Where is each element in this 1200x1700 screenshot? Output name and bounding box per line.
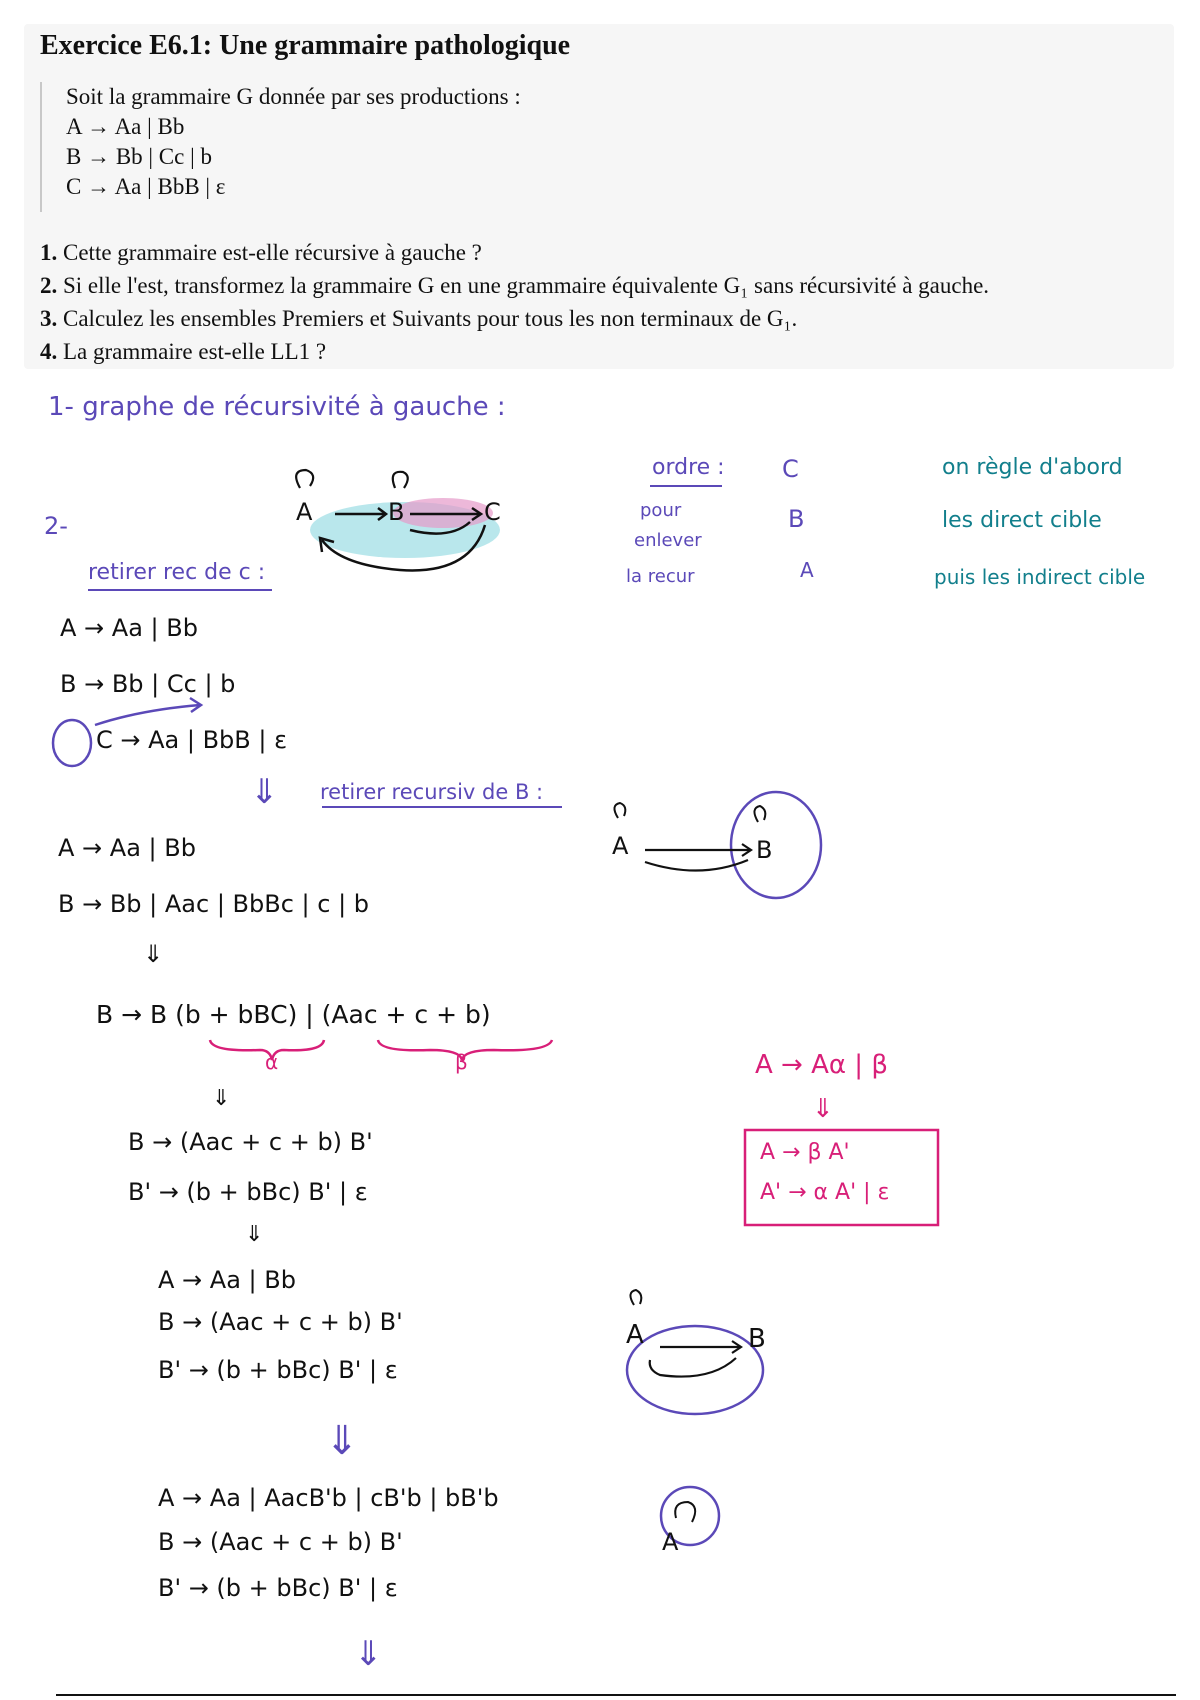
step6-line-b: B → (Aac + c + b) B' (158, 1528, 403, 1556)
down-arrow-icon: ⇓ (325, 1418, 359, 1464)
down-arrow-icon: ⇓ (250, 772, 279, 812)
self-loop-b (393, 472, 408, 488)
step5-line-bprime: B' → (b + bBc) B' | ε (158, 1356, 398, 1384)
step1-line-c: C → Aa | BbB | ε (96, 726, 288, 754)
step1-line-a: A → Aa | Bb (60, 614, 198, 642)
step5-line-a: A → Aa | Bb (158, 1266, 296, 1294)
question-text: Si elle l'est, transformez la grammaire G en une grammaire équivalente G₁ sans récursivité à gauche. (63, 273, 990, 298)
self-loop-b (754, 806, 765, 822)
graph2-node-b: B (756, 836, 773, 864)
beta-label: β (455, 1050, 468, 1074)
step2-line-b: B → Bb | Aac | BbBc | c | b (58, 890, 370, 918)
graph-node-c: C (484, 498, 501, 526)
step6-line-a: A → Aa | AacB'b | cB'b | bB'b (158, 1484, 499, 1512)
step3-line: B → B (b + bBC) | (Aac + c + b) (96, 1000, 491, 1029)
ordre-label: ordre : (652, 455, 725, 480)
step2-line-a: A → Aa | Bb (58, 834, 196, 862)
production-a: A → Aa | Bb (66, 114, 185, 139)
note-heading-1: 1- graphe de récursivité à gauche : (48, 392, 506, 422)
alpha-label: α (265, 1050, 279, 1074)
grammar-intro: Soit la grammaire G donnée par ses productions : (66, 84, 521, 109)
graph3-node-a: A (626, 1320, 644, 1350)
down-arrow-icon: ⇓ (245, 1222, 264, 1247)
self-loop-a (296, 470, 313, 488)
recur-label: la recur (626, 566, 695, 587)
question-number: 1. (40, 240, 58, 265)
graph-node-b: B (388, 498, 405, 526)
regle-line-1: on règle d'abord (942, 455, 1123, 480)
step1-line-b: B → Bb | Cc | b (60, 670, 236, 698)
enlever-label: enlever (634, 530, 702, 551)
question-number: 4. (40, 339, 58, 364)
step5-line-b: B → (Aac + c + b) B' (158, 1308, 403, 1336)
self-loop-a (614, 803, 625, 818)
production-b: B → Bb | Cc | b (66, 144, 212, 169)
down-arrow-icon: ⇓ (143, 940, 164, 968)
production-c: C → Aa | BbB | ε (66, 174, 226, 199)
retirer-b-label: retirer recursiv de B : (320, 780, 544, 804)
question-text: Calculez les ensembles Premiers et Suivants pour tous les non terminaux de G₁. (63, 306, 798, 331)
rule-head: A → Aα | β (755, 1050, 888, 1080)
step4-line-bprime: B' → (b + bBc) B' | ε (128, 1178, 368, 1206)
graph4-node-a: A (662, 1528, 679, 1556)
question-number: 2. (40, 273, 58, 298)
graph-node-a: A (296, 498, 313, 526)
retirer-c-label: retirer rec de c : (88, 560, 266, 585)
exercise-title: Exercice E6.1: Une grammaire pathologique (40, 30, 571, 61)
rule-box-line-2: A' → α A' | ε (760, 1180, 890, 1205)
note-heading-2: 2- (44, 512, 68, 540)
down-arrow-icon: ⇓ (354, 1634, 383, 1674)
self-loop-a (675, 1502, 695, 1522)
edge-b-to-a (650, 1358, 736, 1377)
c-circle (53, 720, 91, 766)
self-loop-a (630, 1290, 641, 1305)
question-text: La grammaire est-elle LL1 ? (63, 339, 327, 364)
step4-line-b: B → (Aac + c + b) B' (128, 1128, 373, 1156)
rule-box-line-1: A → β A' (760, 1140, 850, 1165)
ordre-item-c: C (782, 455, 799, 483)
down-arrow-icon: ⇓ (812, 1094, 834, 1124)
ordre-item-b: B (788, 505, 805, 533)
substitution-arrow (95, 705, 200, 725)
a-circle (627, 1326, 763, 1414)
regle-line-2: les direct cible (942, 508, 1102, 533)
graph3-node-b: B (748, 1324, 766, 1354)
graph2-node-a: A (612, 832, 629, 860)
question-text: Cette grammaire est-elle récursive à gauche ? (63, 240, 482, 265)
question-number: 3. (40, 306, 58, 331)
down-arrow-icon: ⇓ (212, 1086, 231, 1111)
regle-line-3: puis les indirect cible (934, 565, 1146, 589)
ordre-item-a: A (800, 558, 814, 582)
step6-line-bprime: B' → (b + bBc) B' | ε (158, 1574, 398, 1602)
page-bottom-rule (56, 1694, 1176, 1696)
pour-label: pour (640, 500, 682, 521)
